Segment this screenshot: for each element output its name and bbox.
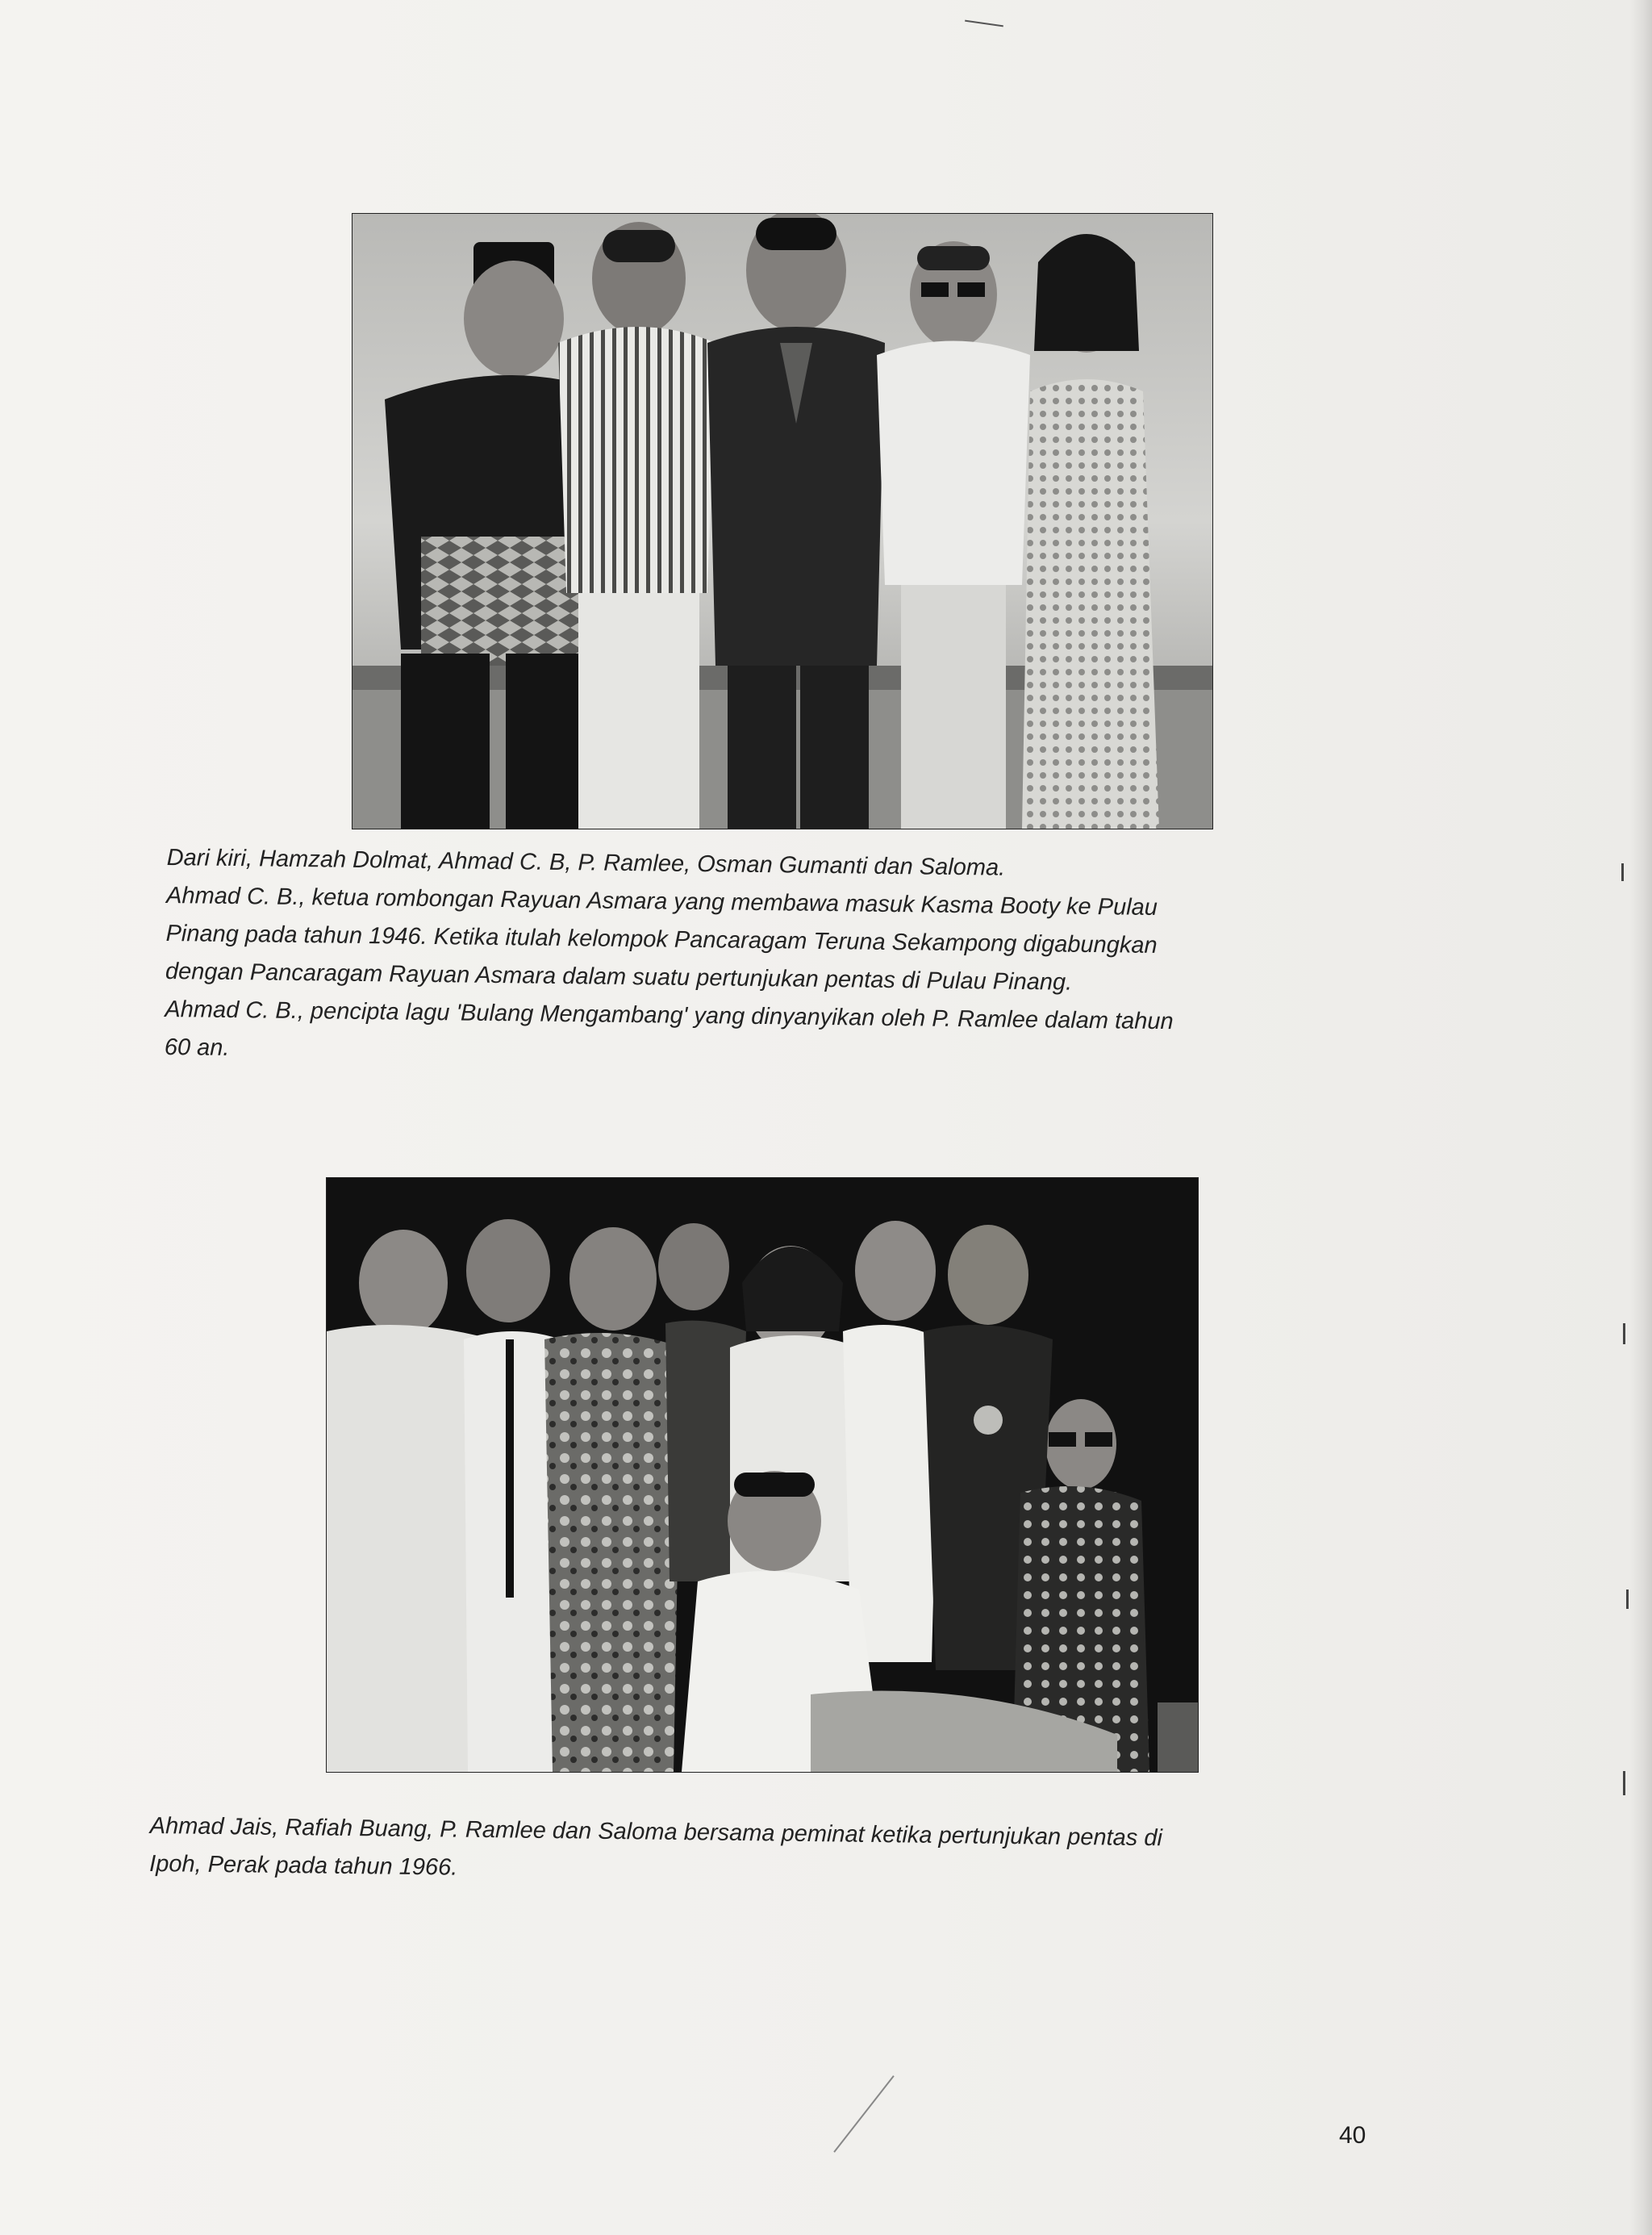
caption-top-line-6: 60 an.	[164, 1034, 230, 1061]
caption-bottom-line-1: Ahmad Jais, Rafiah Buang, P. Ramlee dan Saloma bersama peminat ketika pertunjukan pentas di	[149, 1812, 1163, 1852]
caption-top-line-5: Ahmad C. B., pencipta lagu 'Bulang Mengambang' yang dinyanyikan oleh P. Ramlee dalam tahun	[165, 996, 1174, 1035]
photo-group-with-fans	[327, 1178, 1198, 1772]
scan-mark-right-3	[1626, 1590, 1629, 1609]
scan-mark-right-1	[1621, 863, 1624, 881]
page-number: 40	[1339, 2122, 1366, 2149]
caption-top-line-3: Pinang pada tahun 1946. Ketika itulah kelompok Pancaragam Teruna Sekampong digabungkan	[165, 920, 1158, 959]
photo-group-standing-image	[353, 214, 1212, 829]
page-edge-shadow	[1629, 0, 1652, 2235]
caption-top-line-4: dengan Pancaragam Rayuan Asmara dalam suatu pertunjukan pentas di Pulau Pinang.	[165, 958, 1073, 996]
scan-mark-bottom	[833, 2075, 894, 2153]
photo-group-with-fans-image	[327, 1178, 1198, 1772]
scan-mark-right-4	[1623, 1771, 1625, 1795]
scan-mark-right-2	[1623, 1323, 1625, 1344]
caption-bottom-line-2: Ipoh, Perak pada tahun 1966.	[148, 1850, 458, 1881]
photo-group-standing	[353, 214, 1212, 829]
caption-top-line-2: Ahmad C. B., ketua rombongan Rayuan Asmara yang membawa masuk Kasma Booty ke Pulau	[165, 882, 1158, 921]
caption-top	[165, 839, 1393, 1082]
caption-top-line-1: Dari kiri, Hamzah Dolmat, Ahmad C. B, P. Ramlee, Osman Gumanti dan Saloma.	[166, 844, 1006, 881]
scan-mark-top	[965, 20, 1003, 27]
caption-bottom	[149, 1807, 1376, 1899]
